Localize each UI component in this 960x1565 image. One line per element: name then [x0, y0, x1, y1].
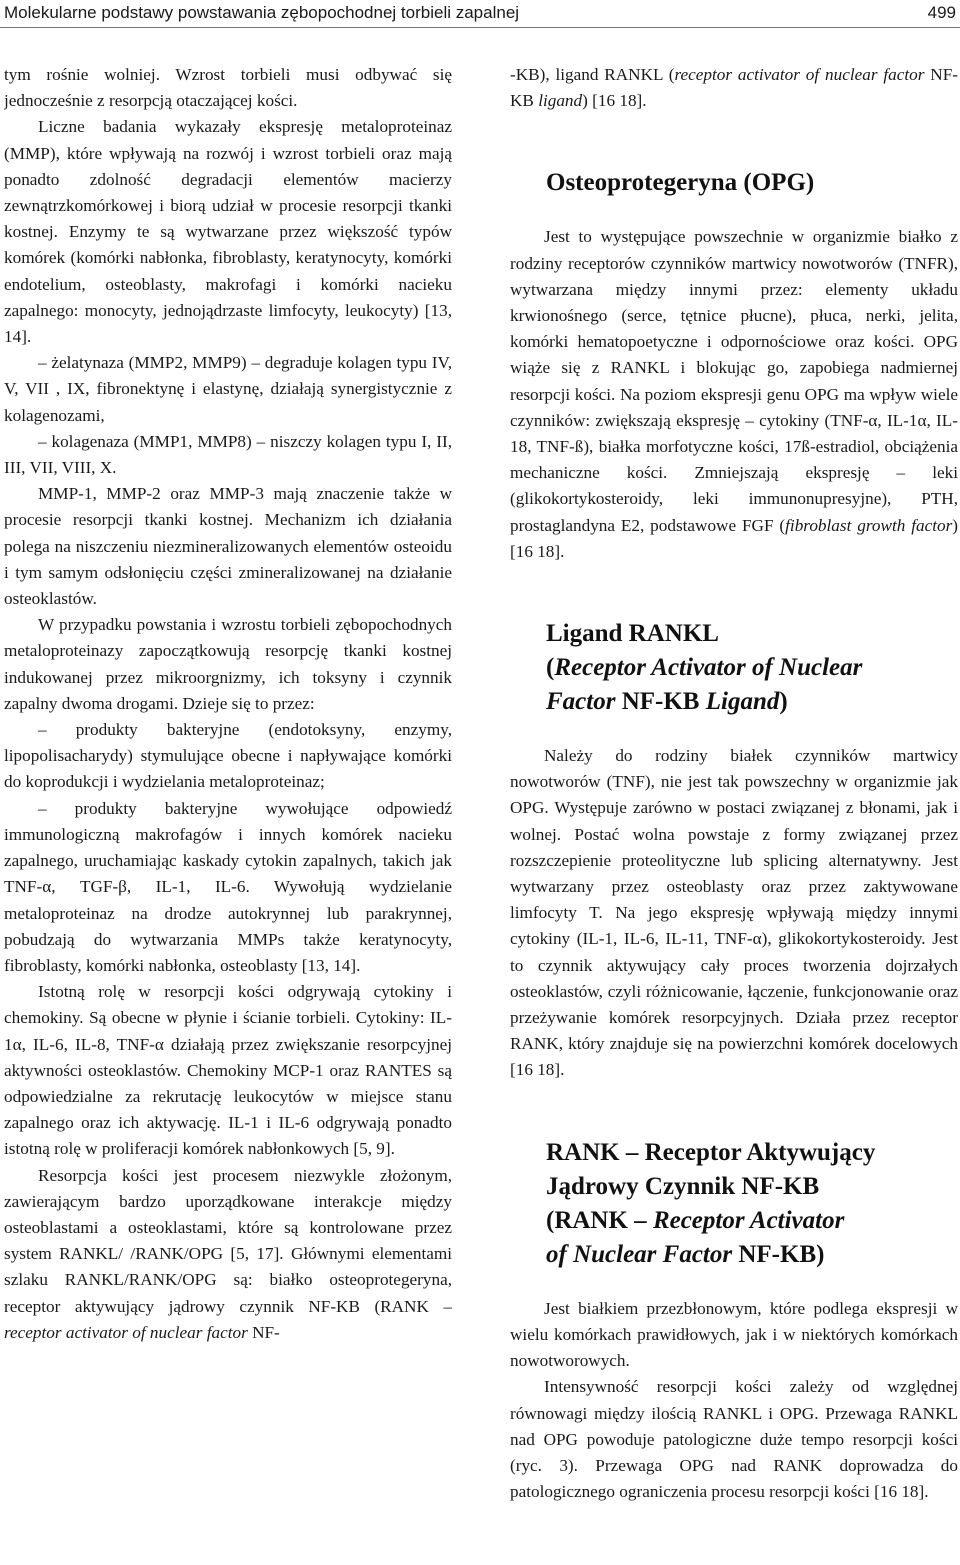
heading-run: (: [546, 654, 555, 682]
paragraph: W przypadku powstania i wzrostu torbieli zębopochodnych metaloproteinazy zapoczątkowują resorpcję tkanki kostnej indukowanej przez mikroorgnizmy, ich toksyny i czynnik zapalny dwoma drogami. Dzieje się to przez:: [4, 615, 452, 713]
list-item: – kolagenaza (MMP1, MMP8) – niszczy kolagen typu I, II, III, VII, VIII, X.: [4, 431, 452, 478]
text-run: Jest to występujące powszechnie w organizmie białko z rodziny receptorów czynników martwicy nowotworów (TNFR), wytwarzana między innymi przez: elementy układu krwionośnego (serce, tętnice płucne), płuca, nerki, jelita, komórki hematopoetyczne i odpornościowe oraz kości. OPG wiąże się z RANKL i blokując go, zapobiega nadmiernej resorpcji kości. Na poziom ekspresji genu OPG ma wpływ wiele czynników: zwiększają ekspresję – cytokiny (TNF-α, IL-1α, IL-18, TNF-ß), białka morfotyczne kości, 17ß-estradiol, obciążenia mechaniczne kości. Zmniejszają ekspresję – leki (glikokortykosteroidy, leki immunonupresyjne), PTH, prostaglandyna E2, podstawowe FGF (: [510, 227, 958, 535]
italic-run: ligand: [538, 91, 583, 111]
heading-run: NF-KB: [615, 688, 706, 716]
text-run: NF-: [247, 1322, 280, 1342]
paragraph: MMP-1, MMP-2 oraz MMP-3 mają znaczenie także w procesie resorpcji tkanki kostnej. Mechanizm ich działania polega na niszczeniu niezmineralizowanych elementów osteoidu i tym samym odsłonięciu części zmineralizowanej na działanie osteoklastów.: [4, 484, 452, 609]
heading-italic: Receptor Activator: [652, 1206, 845, 1234]
heading-italic: Receptor Activator of Nuclear: [554, 654, 863, 682]
paragraph: [510, 224, 958, 565]
running-header: [4, 0, 956, 26]
heading-run: (RANK –: [546, 1206, 653, 1234]
paragraph: [4, 1163, 452, 1346]
heading-line: Jądrowy Czynnik NF-KB: [546, 1172, 820, 1200]
paragraph: Należy do rodziny białek czynników martwicy nowotworów (TNF), nie jest tak powszechny w organizmie jak OPG. Występuje zarówno w postaci związanej z błonami, jak i wolnej. Postać wolna powstaje z formy związanej przez rozszczepienie proteolityczne lub splicing alternatywny. Jest wytwarzany przez osteoblasty oraz przez zaktywowane limfocyty T. Na jego ekspresję wpływają między innymi cytokiny (IL-1, IL-6, IL-11, TNF-α), glikokortykosteroidy. Jest to czynnik aktywujący cały proces tworzenia dojrzałych osteoklastów, czyli różnicowanie, łączenie, funkcjonowanie oraz przeżywanie komórek resorpcyjnych. Działa przez receptor RANK, który znajduje się na powierzchni komórek docelowych [16 18].: [510, 746, 958, 1080]
italic-run: receptor activator of nuclear factor: [674, 65, 925, 84]
paragraph: Istotną rolę w resorpcji kości odgrywają cytokiny i chemokiny. Są obecne w płynie i ścianie torbieli. Cytokiny: IL-1α, IL-6, IL-8, TNF-α działają przez zwiększanie resorpcyjnej aktywności osteoklastów. Chemokiny MCP-1 oraz RANTES są odpowiedzialne za rekrutację leukocytów w miejsce stanu zapalnego oraz ich aktywację. IL-1 i IL-6 odgrywają ponadto istotną rolę w proliferacji komórek nabłonkowych [5, 9].: [4, 982, 452, 1159]
heading-italic: Ligand: [705, 688, 780, 716]
section-heading-rank: [510, 1136, 958, 1272]
italic-run: receptor activator of nuclear factor: [4, 1322, 248, 1342]
list-item: – produkty bakteryjne (endotoksyny, enzymy, lipopolisacharydy) stymulujące obecne i napływające komórki do koprodukcji i wydzielania metaloproteinaz;: [4, 720, 452, 792]
heading-line: RANK – Receptor Aktywujący: [546, 1138, 876, 1166]
text-run: ) [16 18].: [510, 515, 958, 561]
page-number: 499: [927, 3, 956, 22]
text-run: Resorpcja kości jest procesem niezwykle złożonym, zawierającym bardzo uporządkowane interakcje między osteoblastami a osteoklastami, które są kontrolowane przez system RANKL/ /RANK/OPG [5, 17]. Głównymi elementami szlaku RANKL/RANK/OPG są: białko osteoprotegeryna, receptor aktywujący jądrowy czynnik NF-KB (RANK –: [4, 1165, 452, 1316]
section-heading-opg: Osteoprotegeryna (OPG): [546, 169, 815, 197]
text-run: NF-KB: [510, 65, 958, 111]
text-run: -KB), ligand RANKL (: [510, 65, 675, 84]
heading-line: Ligand RANKL: [546, 620, 719, 648]
heading-italic: Factor: [546, 688, 616, 716]
list-item: – żelatynaza (MMP2, MMP9) – degraduje kolagen typu IV, V, VII , IX, fibronektynę i elastynę, działają synergistycznie z kolagenozami,: [4, 353, 452, 425]
heading-run: ): [779, 688, 788, 716]
left-column: [4, 62, 452, 1557]
paragraph: Jest białkiem przezbłonowym, które podlega ekspresji w wielu komórkach prawidłowych, jak i w niektórych komórkach nowotworowych.: [510, 1298, 958, 1371]
italic-run: fibroblast growth factor: [785, 515, 953, 535]
paragraph: tym rośnie wolniej. Wzrost torbieli musi odbywać się jednocześnie z resorpcją otaczającej kości.: [4, 65, 452, 111]
text-run: ) [16 18].: [582, 91, 647, 111]
paragraph: Intensywność resorpcji kości zależy od względnej równowagi między ilością RANKL i OPG. Przewaga RANKL nad OPG powoduje patologiczne duże tempo resorpcji kości (ryc. 3). Przewaga OPG nad RANK doprowadza do patologicznego ograniczenia procesu resorpcji kości [16 18].: [510, 1377, 958, 1502]
running-title: Molekularne podstawy powstawania zębopochodnej torbieli zapalnej: [4, 3, 520, 22]
heading-run: NF-KB): [732, 1240, 825, 1268]
header-rule: [0, 27, 960, 28]
right-column: [510, 62, 958, 1557]
list-item: – produkty bakteryjne wywołujące odpowiedź immunologiczną makrofagów i innych komórek nacieku zapalnego, uruchamiając kaskady cytokin zapalnych, takich jak TNF-α, TGF-β, IL-1, IL-6. Wywołują wydzielanie metaloproteinaz na drodze autokrynnej lub parakrynnej, pobudzają do wytwarzania MMPs także keratynocyty, fibroblasty, komórki nabłonka, osteoblasty [13, 14].: [4, 798, 452, 975]
heading-italic: of Nuclear Factor: [546, 1240, 733, 1268]
section-heading-rankl: [510, 617, 958, 719]
paragraph: Liczne badania wykazały ekspresję metaloproteinaz (MMP), które wpływają na rozwój i wzrost torbieli oraz mają ponadto zdolność degradacji elementów macierzy zewnątrzkomórkowej i biorą udział w procesie resorpcji tkanki kostnej. Enzymy te są wytwarzane przez większość typów komórek (komórki nabłonka, fibroblasty, keratynocyty, komórki endotelium, osteoblasty, makrofagi i komórki nacieku zapalnego: monocyty, jednojądrzaste limfocyty, leukocyty) [13, 14].: [4, 117, 452, 347]
paragraph: [510, 62, 958, 114]
